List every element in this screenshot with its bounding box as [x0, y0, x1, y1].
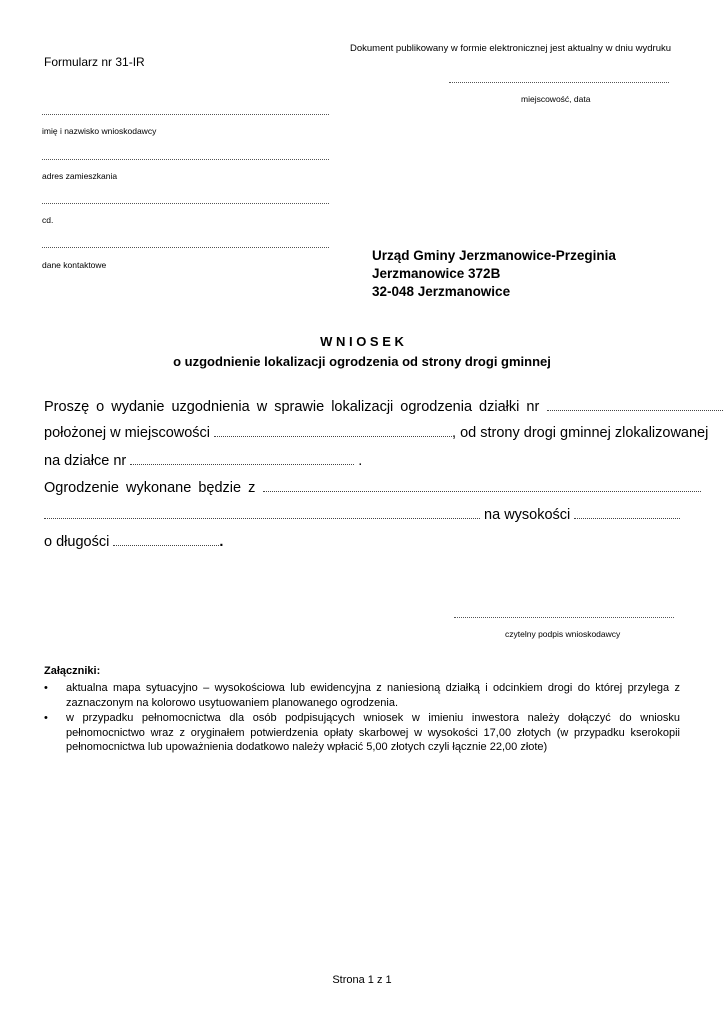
addressee-block [372, 247, 616, 301]
locality-field[interactable] [214, 436, 452, 437]
attachment-item [44, 711, 680, 755]
applicant-address-field[interactable] [42, 159, 329, 160]
addressee-line-3: 32-048 Jerzmanowice [372, 284, 511, 299]
road-plot-text: na działce nr [44, 453, 127, 469]
applicant-address-cont-field[interactable] [42, 203, 329, 204]
document-subtitle: o uzgodnienie lokalizacji ogrodzenia od strony drogi gminnej [173, 354, 551, 369]
applicant-name-label: imię i nazwisko wnioskodawcy [42, 126, 157, 136]
attachment-text: w przypadku pełnomocnictwa dla osób podpisujących wniosek w imieniu inwestora należy dołączyć do wniosku pełnomocnictwo wraz z oryginałem potwierdzenia opłaty skarbowej w wysokości 17,00 złotych (w przypadku kserokopii pełnomocnictwa lub upoważnienia dodatkowo należy wpłacić 5,00 złotych czyli łącznie 22,00 złote) [66, 712, 680, 753]
signature-label: czytelny podpis wnioskodawcy [505, 629, 621, 639]
road-plot-field[interactable] [130, 464, 354, 465]
applicant-contact-label: dane kontaktowe [42, 260, 107, 270]
applicant-address-label: adres zamieszkania [42, 171, 118, 181]
applicant-contact-field[interactable] [42, 247, 329, 248]
body-line-4 [44, 480, 680, 496]
height-field[interactable] [574, 518, 680, 519]
place-date-label: miejscowość, data [521, 94, 591, 104]
signature-field[interactable] [454, 617, 674, 618]
material-cont-field[interactable] [44, 518, 480, 519]
plot-number-field[interactable] [547, 410, 724, 411]
material-text: Ogrodzenie wykonane będzie z [44, 480, 256, 496]
body-line-1 [44, 399, 680, 415]
page-number: Strona 1 z 1 [332, 974, 392, 986]
height-text: na wysokości [484, 507, 571, 523]
locality-text: położonej w miejscowości [44, 425, 211, 441]
attachments-list [44, 681, 680, 756]
bullet-icon: • [44, 682, 48, 694]
length-field[interactable] [113, 545, 219, 546]
body-line-3 [44, 453, 362, 469]
material-field[interactable] [263, 491, 701, 492]
bullet-icon: • [44, 712, 48, 724]
attachments-heading: Załączniki: [44, 665, 101, 677]
place-date-field[interactable] [449, 82, 669, 83]
length-period: . [219, 534, 224, 550]
addressee-line-2: Jerzmanowice 372B [372, 266, 501, 281]
length-text: o długości [44, 534, 110, 550]
addressee-line-1: Urząd Gminy Jerzmanowice-Przeginia [372, 248, 616, 263]
road-plot-period: . [358, 453, 363, 469]
publication-notice: Dokument publikowany w formie elektronicznej jest aktualny w dniu wydruku [350, 43, 672, 54]
document-title: W N I O S E K [320, 334, 404, 349]
applicant-address-cont-label: cd. [42, 215, 54, 225]
body-line-2 [44, 425, 709, 441]
plot-request-text: Proszę o wydanie uzgodnienia w sprawie lokalizacji ogrodzenia działki nr [44, 399, 540, 415]
applicant-name-field[interactable] [42, 114, 329, 115]
road-text: , od strony drogi gminnej zlokalizowanej [452, 425, 709, 441]
body-line-5 [44, 507, 684, 523]
attachment-item [44, 681, 680, 710]
attachment-text: aktualna mapa sytuacyjno – wysokościowa lub ewidencyjna z naniesioną działką i odcinkiem drogi do której przylega z zaznaczonym na kolorowo usytuowaniem planowanego ogrodzenia. [66, 682, 680, 709]
body-line-6 [44, 534, 223, 550]
form-number: Formularz nr 31-IR [44, 55, 145, 69]
